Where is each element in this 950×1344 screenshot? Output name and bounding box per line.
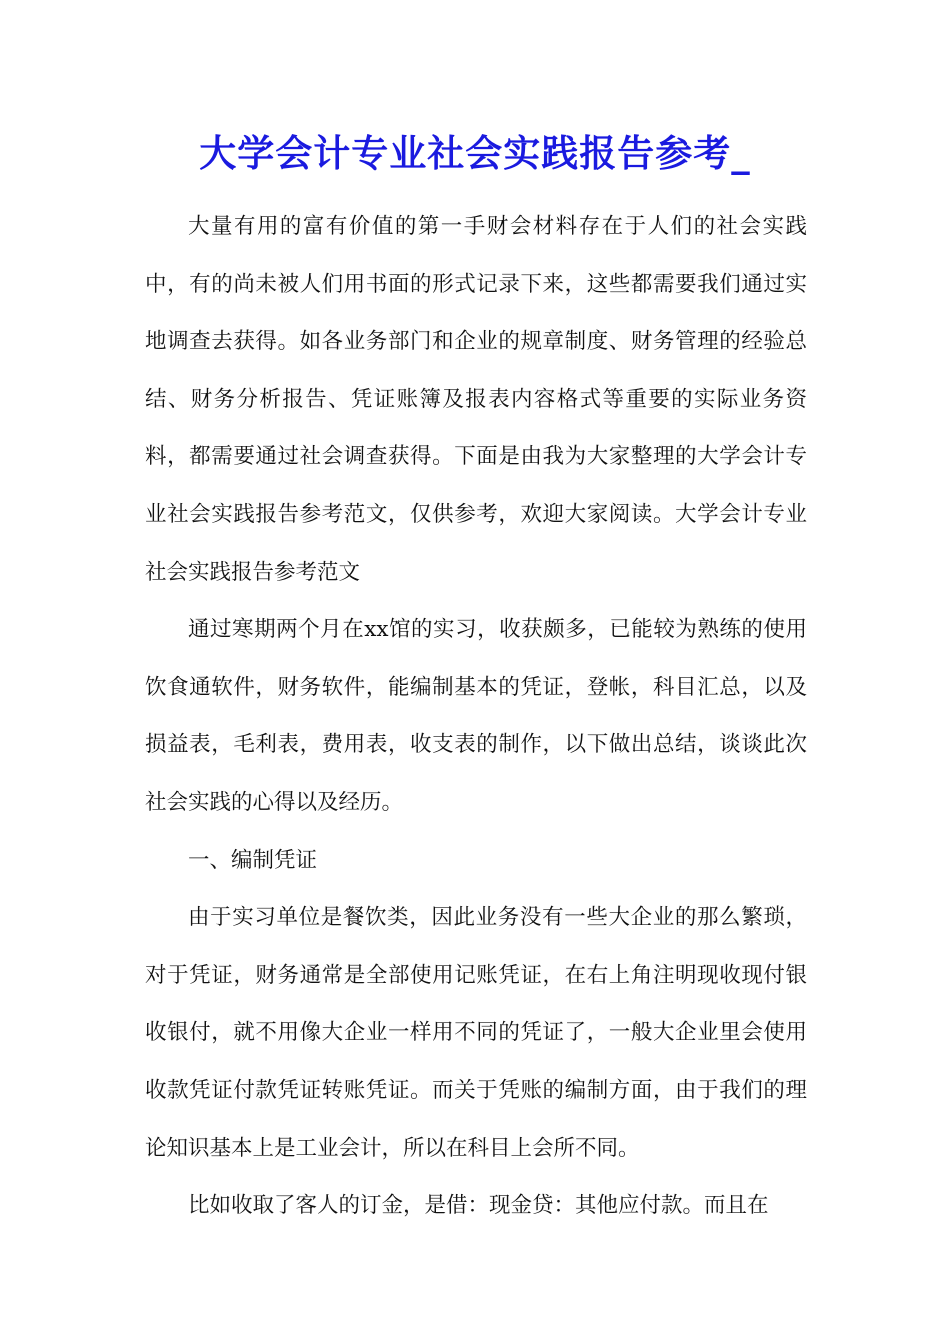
paragraph-deposit-example: 比如收取了客人的订金，是借：现金贷：其他应付款。而且在: [188, 1193, 769, 1219]
paragraph-voucher-details: 由于实习单位是餐饮类，因此业务没有一些大企业的那么繁琐，对于凭证，财务通常是全部使用记账凭证，在右上角注明现收现付银收银付，就不用像大企业一样用不同的凭证了，一般大企业里会使用收款凭证付款凭证转账凭证。而关于凭账的编制方面，由于我们的理论知识基本上是工业会计，所以在科目上会所不同。: [145, 905, 807, 1161]
document-body: [145, 198, 807, 1235]
document-title: 大学会计专业社会实践报告参考_: [199, 132, 751, 175]
paragraph-internship-summary: 通过寒期两个月在xx馆的实习，收获颇多，已能较为熟练的使用饮食通软件，财务软件，能编制基本的凭证，登帐，科目汇总，以及损益表，毛利表，费用表，收支表的制作，以下做出总结，谈谈此次社会实践的心得以及经历。: [145, 617, 807, 815]
paragraph-intro: 大量有用的富有价值的第一手财会材料存在于人们的社会实践中，有的尚未被人们用书面的形式记录下来，这些都需要我们通过实地调查去获得。如各业务部门和企业的规章制度、财务管理的经验总结、财务分析报告、凭证账簿及报表内容格式等重要的实际业务资料，都需要通过社会调查获得。下面是由我为大家整理的大学会计专业社会实践报告参考范文，仅供参考，欢迎大家阅读。大学会计专业社会实践报告参考范文: [145, 214, 807, 585]
section-heading-voucher: 一、编制凭证: [188, 847, 318, 873]
